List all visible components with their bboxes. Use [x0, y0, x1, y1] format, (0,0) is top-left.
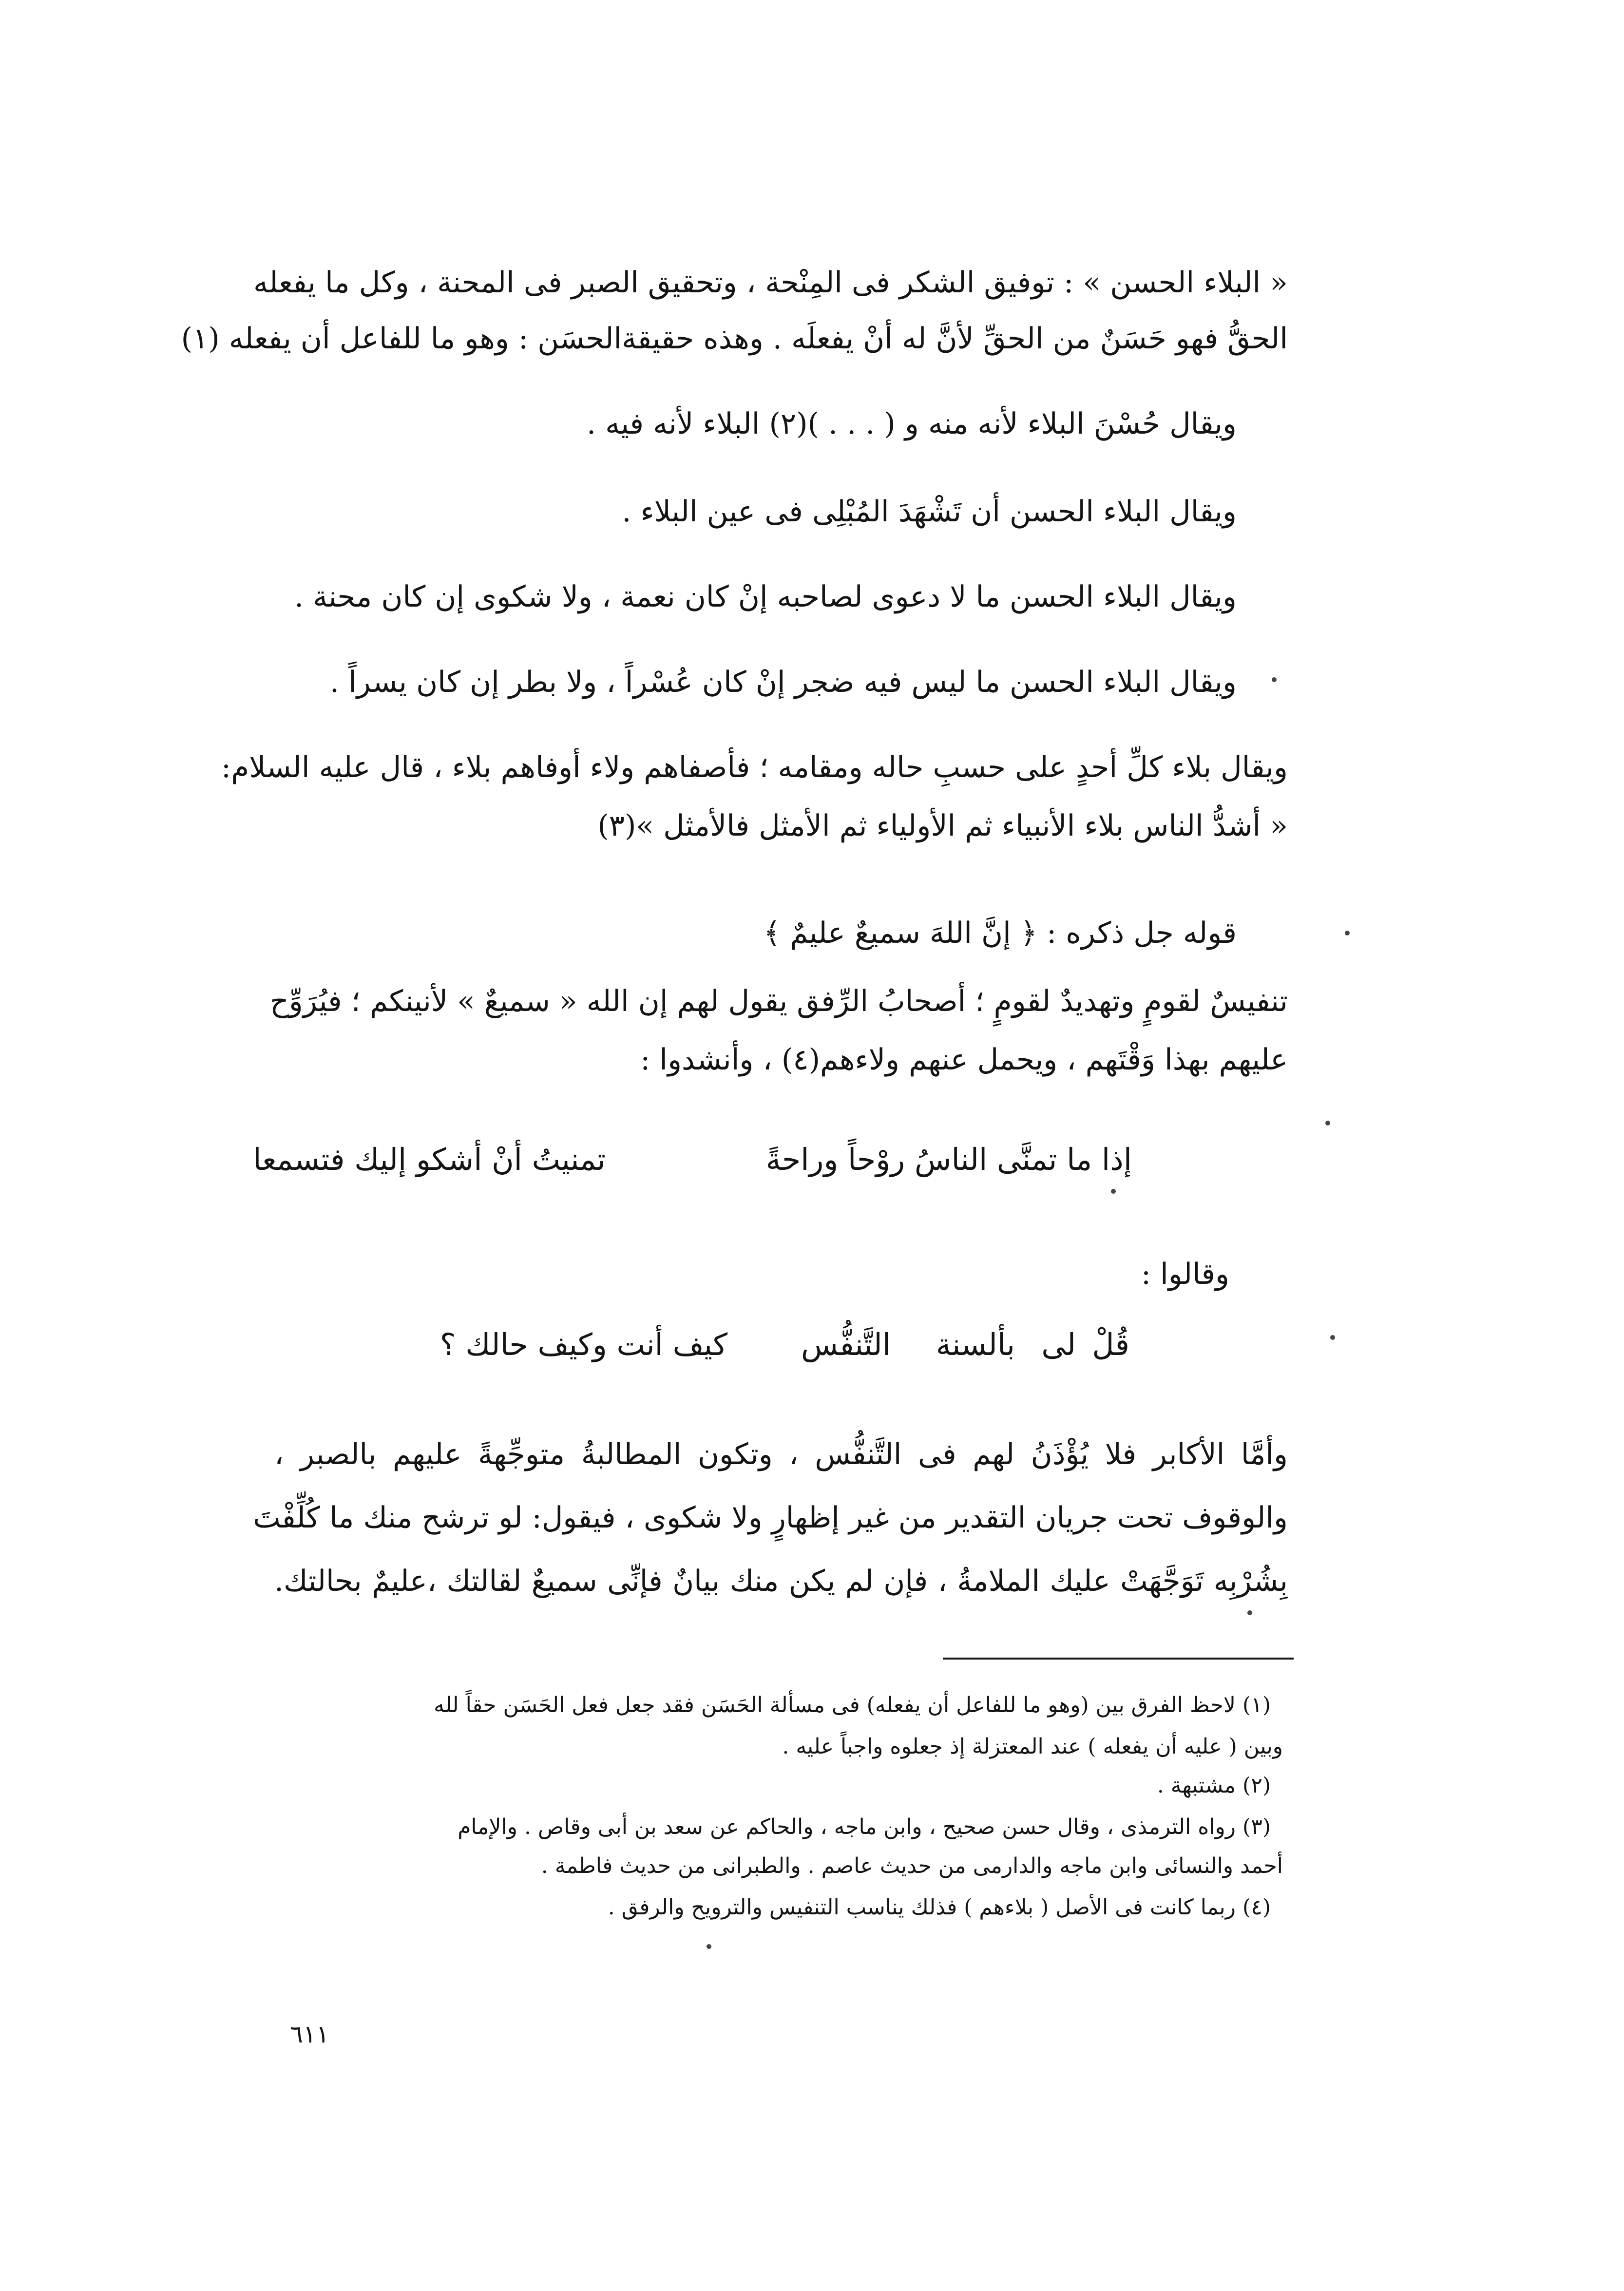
text-line: والوقوف تحت جريان التقدير من غير إظهارٍ ولا شكوى ، فيقول: لو ترشح منك ما كُلِّفْتَ [253, 1501, 1288, 1535]
scan-speck [1325, 1121, 1330, 1126]
text-line: وأمَّا الأكابر فلا يُؤْذَنُ لهم فى التَّنفُّس ، وتكون المطالبةُ متوجِّهةً عليهم بالصبر ، [274, 1437, 1288, 1471]
footnote-line: (٢) مشتبهة . [1157, 1773, 1271, 1798]
text-line: ويقال بلاء كلِّ أحدٍ على حسبِ حاله ومقامه ؛ فأصفاهم ولاء أوفاهم بلاء ، قال عليه السلام: [221, 750, 1288, 784]
poem-word: كيف أنت وكيف حالك ؟ [439, 1327, 727, 1362]
verse-citation-heading: قوله جل ذكره : ﴿ إنَّ اللهَ سميعٌ عليمٌ ﴾ [763, 916, 1237, 950]
scan-speck [1330, 1335, 1335, 1340]
text-line: عليهم بهذا وَقْتَهم ، ويحمل عنهم ولاءهم(٤) ، وأنشدوا : [640, 1043, 1288, 1077]
text-line: ويقال حُسْنَ البلاء لأنه منه و ( . . . )(٢) البلاء لأنه فيه . [586, 407, 1237, 441]
text-line: بِشُرْبِه تَوَجَّهَتْ عليك الملامةُ ، فإن لم يكن منك بيانٌ فإنِّى سميعٌ لقالتك ،عليمٌ بحالتك. [274, 1564, 1288, 1598]
text-line: ويقال البلاء الحسن أن تَشْهَدَ المُبْلِى فى عين البلاء . [622, 495, 1237, 529]
page-number: ٦١١ [290, 2020, 329, 2048]
text-line: « أشدُّ الناس بلاء الأنبياء ثم الأولياء ثم الأمثل فالأمثل »(٣) [597, 809, 1288, 843]
scan-speck [707, 1944, 711, 1949]
footnote-line: (٣) رواه الترمذى ، وقال حسن صحيح ، وابن ماجه ، والحاكم عن سعد بن أبى وقاص . والإمام [458, 1814, 1271, 1839]
text-line: « البلاء الحسن » : توفيق الشكر فى المِنْحة ، وتحقيق الصبر فى المحنة ، وكل ما يفعله [253, 266, 1288, 300]
text-line: وقالوا : [1141, 1257, 1229, 1291]
poem-word: لى [1041, 1327, 1076, 1362]
text-line: تنفيسٌ لقومٍ وتهديدٌ لقومٍ ؛ أصحابُ الرِّفق يقول لهم إن الله « سميعٌ » لأنينكم ؛ فيُرَوِّح [270, 984, 1288, 1018]
footnote-line: أحمد والنسائى وابن ماجه والدارمى من حديث عاصم . والطبرانى من حديث فاطمة . [541, 1853, 1283, 1878]
poem-word: قُلْ [1092, 1327, 1129, 1362]
footnote-line: (٤) ربما كانت فى الأصل ( بلاءهم ) فذلك يناسب التنفيس والترويح والرفق . [608, 1895, 1271, 1920]
scan-speck [1272, 677, 1277, 682]
poem-word: بألسنة [936, 1327, 1015, 1362]
poem-word: التَّنفُّس [801, 1327, 891, 1362]
footnote-line: وبين ( عليه أن يفعله ) عند المعتزلة إذ جعلوه واجباً عليه . [782, 1734, 1283, 1759]
footnote-separator [943, 1658, 1294, 1660]
text-line: الحقُّ فهو حَسَنٌ من الحقِّ لأنَّ له أنْ يفعلَه . وهذه حقيقةالحسَن : وهو ما للفاعل أن يفعله (١) [181, 322, 1288, 356]
poem-verse-first-half: إذا ما تمنَّى الناسُ روْحاً وراحةً [765, 1142, 1132, 1177]
scan-speck [1111, 1189, 1116, 1194]
scan-speck [1345, 931, 1350, 935]
text-line: ويقال البلاء الحسن ما لا دعوى لصاحبه إنْ كان نعمة ، ولا شكوى إن كان محنة . [294, 580, 1237, 614]
footnote-line: (١) لاحظ الفرق بين (وهو ما للفاعل أن يفعله) فى مسألة الحَسَن فقد جعل فعل الحَسَن حقاً لله [434, 1693, 1271, 1718]
scan-speck [1247, 1610, 1252, 1615]
poem-verse-second-half: تمنيتُ أنْ أشكو إليك فتسمعا [253, 1142, 606, 1177]
text-line: ويقال البلاء الحسن ما ليس فيه ضجر إنْ كان عُسْراً ، ولا بطر إن كان يسراً . [329, 665, 1237, 699]
